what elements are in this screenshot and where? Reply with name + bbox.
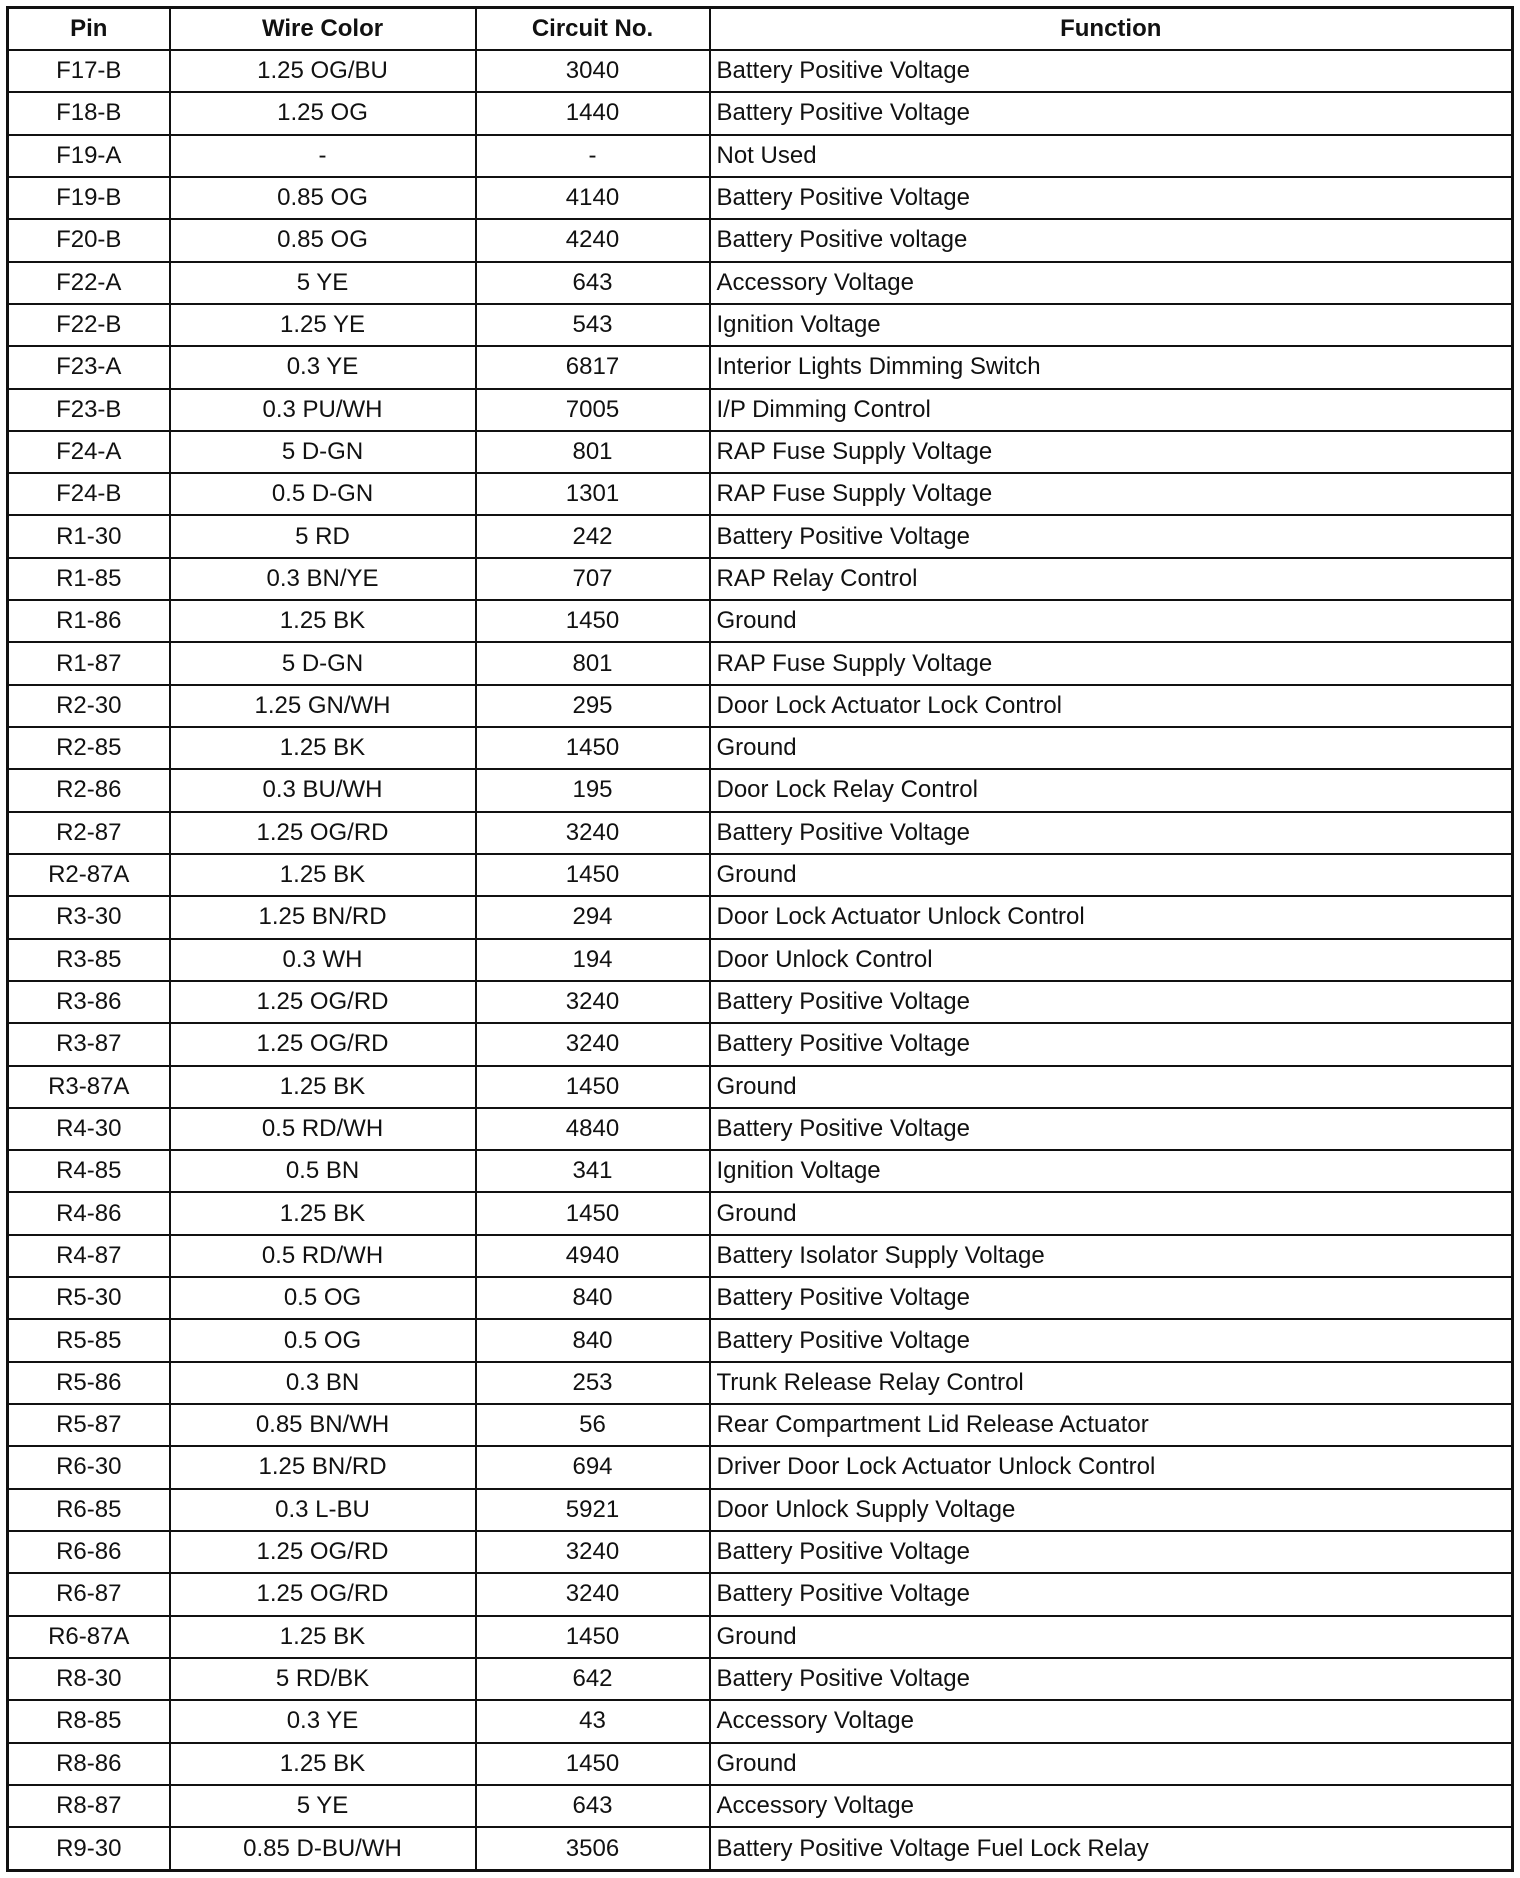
table-row <box>8 515 1513 557</box>
cell-wire-color: 0.85 BN/WH <box>170 1404 476 1446</box>
cell-function: Interior Lights Dimming Switch <box>710 346 1513 388</box>
cell-circuit: 801 <box>476 431 710 473</box>
cell-circuit: 1450 <box>476 727 710 769</box>
cell-pin: F23-B <box>8 389 170 431</box>
cell-wire-color: 1.25 GN/WH <box>170 685 476 727</box>
cell-wire-color: 0.3 BU/WH <box>170 769 476 811</box>
cell-function: Battery Positive Voltage <box>710 812 1513 854</box>
cell-function: Battery Positive Voltage <box>710 1108 1513 1150</box>
header-wire-color: Wire Color <box>170 8 476 51</box>
cell-circuit: - <box>476 135 710 177</box>
cell-circuit: 294 <box>476 896 710 938</box>
table-row <box>8 812 1513 854</box>
cell-function: Battery Positive Voltage <box>710 1658 1513 1700</box>
cell-function: Battery Positive Voltage <box>710 50 1513 92</box>
table-row <box>8 727 1513 769</box>
cell-function: Battery Positive Voltage <box>710 981 1513 1023</box>
cell-circuit: 56 <box>476 1404 710 1446</box>
cell-function: Door Lock Actuator Lock Control <box>710 685 1513 727</box>
cell-circuit: 707 <box>476 558 710 600</box>
cell-circuit: 840 <box>476 1319 710 1361</box>
table-row <box>8 1743 1513 1785</box>
cell-pin: R3-87 <box>8 1023 170 1065</box>
table-row <box>8 1573 1513 1615</box>
cell-function: Trunk Release Relay Control <box>710 1362 1513 1404</box>
cell-wire-color: 1.25 OG/RD <box>170 1531 476 1573</box>
cell-function: Ground <box>710 1616 1513 1658</box>
table-row <box>8 1616 1513 1658</box>
header-function: Function <box>710 8 1513 51</box>
table-row <box>8 685 1513 727</box>
cell-pin: R8-86 <box>8 1743 170 1785</box>
cell-function: Accessory Voltage <box>710 1785 1513 1827</box>
cell-pin: R1-30 <box>8 515 170 557</box>
cell-wire-color: 1.25 YE <box>170 304 476 346</box>
cell-circuit: 3240 <box>476 1531 710 1573</box>
cell-pin: R5-87 <box>8 1404 170 1446</box>
cell-pin: R9-30 <box>8 1827 170 1870</box>
table-row <box>8 1192 1513 1234</box>
header-circuit: Circuit No. <box>476 8 710 51</box>
cell-function: Ground <box>710 1192 1513 1234</box>
cell-circuit: 253 <box>476 1362 710 1404</box>
cell-wire-color: 5 YE <box>170 1785 476 1827</box>
cell-function: Accessory Voltage <box>710 1700 1513 1742</box>
cell-wire-color: 1.25 BK <box>170 854 476 896</box>
cell-wire-color: 5 D-GN <box>170 431 476 473</box>
cell-function: Accessory Voltage <box>710 262 1513 304</box>
table-row <box>8 1404 1513 1446</box>
cell-pin: R4-86 <box>8 1192 170 1234</box>
cell-wire-color: 0.3 WH <box>170 939 476 981</box>
cell-circuit: 1450 <box>476 1743 710 1785</box>
cell-wire-color: 1.25 BK <box>170 727 476 769</box>
table-row <box>8 642 1513 684</box>
table-row <box>8 1785 1513 1827</box>
table-row <box>8 219 1513 261</box>
table-row <box>8 304 1513 346</box>
cell-circuit: 1301 <box>476 473 710 515</box>
table-row <box>8 854 1513 896</box>
cell-function: RAP Relay Control <box>710 558 1513 600</box>
cell-pin: R6-87A <box>8 1616 170 1658</box>
table-row <box>8 1362 1513 1404</box>
cell-wire-color: 1.25 BK <box>170 1616 476 1658</box>
table-row <box>8 1319 1513 1361</box>
cell-wire-color: 0.3 BN <box>170 1362 476 1404</box>
cell-function: Battery Positive Voltage <box>710 1023 1513 1065</box>
table-row <box>8 981 1513 1023</box>
cell-pin: R2-86 <box>8 769 170 811</box>
cell-pin: F23-A <box>8 346 170 388</box>
cell-pin: R8-87 <box>8 1785 170 1827</box>
cell-wire-color: 5 RD <box>170 515 476 557</box>
cell-wire-color: 0.3 YE <box>170 1700 476 1742</box>
cell-pin: R5-86 <box>8 1362 170 1404</box>
cell-wire-color: 1.25 OG/RD <box>170 981 476 1023</box>
cell-wire-color: 0.3 L-BU <box>170 1489 476 1531</box>
table-row <box>8 1700 1513 1742</box>
cell-function: Battery Positive Voltage <box>710 1319 1513 1361</box>
table-row <box>8 346 1513 388</box>
cell-function: Door Unlock Supply Voltage <box>710 1489 1513 1531</box>
header-pin: Pin <box>8 8 170 51</box>
cell-function: Battery Positive voltage <box>710 219 1513 261</box>
cell-wire-color: 1.25 OG/BU <box>170 50 476 92</box>
cell-circuit: 341 <box>476 1150 710 1192</box>
cell-circuit: 5921 <box>476 1489 710 1531</box>
cell-pin: R8-30 <box>8 1658 170 1700</box>
pin-table <box>6 6 1514 1872</box>
cell-wire-color: 0.5 OG <box>170 1277 476 1319</box>
cell-circuit: 43 <box>476 1700 710 1742</box>
cell-function: Battery Positive Voltage <box>710 515 1513 557</box>
table-row <box>8 1235 1513 1277</box>
table-row <box>8 262 1513 304</box>
table-row <box>8 1150 1513 1192</box>
cell-circuit: 1450 <box>476 1192 710 1234</box>
cell-wire-color: 0.5 RD/WH <box>170 1235 476 1277</box>
table-row <box>8 558 1513 600</box>
cell-pin: R6-86 <box>8 1531 170 1573</box>
cell-wire-color: 0.5 D-GN <box>170 473 476 515</box>
cell-pin: R4-30 <box>8 1108 170 1150</box>
cell-wire-color: 1.25 BK <box>170 1192 476 1234</box>
cell-function: Ground <box>710 600 1513 642</box>
cell-wire-color: 5 D-GN <box>170 642 476 684</box>
cell-function: RAP Fuse Supply Voltage <box>710 473 1513 515</box>
cell-pin: F19-B <box>8 177 170 219</box>
table-row <box>8 1108 1513 1150</box>
cell-circuit: 6817 <box>476 346 710 388</box>
cell-function: Door Lock Actuator Unlock Control <box>710 896 1513 938</box>
cell-wire-color: 0.85 OG <box>170 177 476 219</box>
cell-function: Battery Positive Voltage <box>710 1573 1513 1615</box>
cell-pin: R1-87 <box>8 642 170 684</box>
cell-circuit: 3240 <box>476 1573 710 1615</box>
cell-circuit: 643 <box>476 1785 710 1827</box>
cell-wire-color: 0.5 OG <box>170 1319 476 1361</box>
table-row <box>8 431 1513 473</box>
cell-circuit: 3240 <box>476 812 710 854</box>
table-row <box>8 1827 1513 1870</box>
cell-function: Ignition Voltage <box>710 1150 1513 1192</box>
cell-function: Battery Positive Voltage Fuel Lock Relay <box>710 1827 1513 1870</box>
table-row <box>8 600 1513 642</box>
cell-pin: R4-87 <box>8 1235 170 1277</box>
cell-wire-color: 0.3 BN/YE <box>170 558 476 600</box>
cell-circuit: 242 <box>476 515 710 557</box>
cell-pin: R3-86 <box>8 981 170 1023</box>
cell-pin: R1-86 <box>8 600 170 642</box>
cell-function: Ground <box>710 727 1513 769</box>
cell-pin: R2-87 <box>8 812 170 854</box>
cell-circuit: 4940 <box>476 1235 710 1277</box>
header-row <box>8 8 1513 51</box>
cell-circuit: 694 <box>476 1446 710 1488</box>
cell-pin: F17-B <box>8 50 170 92</box>
table-row <box>8 473 1513 515</box>
cell-function: Ignition Voltage <box>710 304 1513 346</box>
cell-circuit: 1450 <box>476 1616 710 1658</box>
cell-circuit: 1450 <box>476 600 710 642</box>
cell-circuit: 4240 <box>476 219 710 261</box>
cell-circuit: 3240 <box>476 1023 710 1065</box>
table-row <box>8 92 1513 134</box>
table-row <box>8 1658 1513 1700</box>
cell-wire-color: 1.25 OG/RD <box>170 1573 476 1615</box>
cell-pin: R3-30 <box>8 896 170 938</box>
cell-wire-color: 0.5 RD/WH <box>170 1108 476 1150</box>
cell-circuit: 1450 <box>476 1066 710 1108</box>
table-row <box>8 769 1513 811</box>
cell-wire-color: 1.25 BN/RD <box>170 1446 476 1488</box>
cell-function: Battery Isolator Supply Voltage <box>710 1235 1513 1277</box>
cell-function: Rear Compartment Lid Release Actuator <box>710 1404 1513 1446</box>
cell-function: Battery Positive Voltage <box>710 177 1513 219</box>
cell-wire-color: 0.3 PU/WH <box>170 389 476 431</box>
table-row <box>8 50 1513 92</box>
cell-circuit: 7005 <box>476 389 710 431</box>
cell-wire-color: 1.25 OG <box>170 92 476 134</box>
cell-circuit: 3240 <box>476 981 710 1023</box>
cell-function: RAP Fuse Supply Voltage <box>710 642 1513 684</box>
cell-pin: R2-30 <box>8 685 170 727</box>
cell-function: Driver Door Lock Actuator Unlock Control <box>710 1446 1513 1488</box>
cell-wire-color: 0.5 BN <box>170 1150 476 1192</box>
cell-wire-color: 5 YE <box>170 262 476 304</box>
cell-circuit: 3506 <box>476 1827 710 1870</box>
cell-function: Battery Positive Voltage <box>710 92 1513 134</box>
cell-wire-color: 1.25 OG/RD <box>170 812 476 854</box>
table-row <box>8 135 1513 177</box>
cell-circuit: 295 <box>476 685 710 727</box>
cell-circuit: 1450 <box>476 854 710 896</box>
table-row <box>8 1489 1513 1531</box>
cell-pin: F18-B <box>8 92 170 134</box>
cell-circuit: 3040 <box>476 50 710 92</box>
cell-pin: R6-87 <box>8 1573 170 1615</box>
cell-circuit: 840 <box>476 1277 710 1319</box>
cell-function: Ground <box>710 1743 1513 1785</box>
cell-circuit: 195 <box>476 769 710 811</box>
table-row <box>8 1277 1513 1319</box>
cell-function: Ground <box>710 854 1513 896</box>
cell-function: Not Used <box>710 135 1513 177</box>
cell-circuit: 801 <box>476 642 710 684</box>
cell-pin: R3-87A <box>8 1066 170 1108</box>
cell-wire-color: 1.25 BN/RD <box>170 896 476 938</box>
table-row <box>8 389 1513 431</box>
cell-pin: F22-B <box>8 304 170 346</box>
cell-pin: R5-30 <box>8 1277 170 1319</box>
cell-function: Door Lock Relay Control <box>710 769 1513 811</box>
cell-pin: R6-30 <box>8 1446 170 1488</box>
cell-pin: R4-85 <box>8 1150 170 1192</box>
cell-pin: F24-A <box>8 431 170 473</box>
cell-circuit: 543 <box>476 304 710 346</box>
cell-wire-color: 0.3 YE <box>170 346 476 388</box>
cell-wire-color: 1.25 OG/RD <box>170 1023 476 1065</box>
table-row <box>8 1023 1513 1065</box>
cell-pin: F20-B <box>8 219 170 261</box>
cell-pin: R2-87A <box>8 854 170 896</box>
cell-circuit: 194 <box>476 939 710 981</box>
cell-wire-color: 5 RD/BK <box>170 1658 476 1700</box>
cell-function: I/P Dimming Control <box>710 389 1513 431</box>
cell-pin: F24-B <box>8 473 170 515</box>
cell-function: Ground <box>710 1066 1513 1108</box>
table-row <box>8 1446 1513 1488</box>
cell-wire-color: 0.85 OG <box>170 219 476 261</box>
table-row <box>8 1531 1513 1573</box>
table-row <box>8 1066 1513 1108</box>
cell-pin: R1-85 <box>8 558 170 600</box>
cell-wire-color: - <box>170 135 476 177</box>
cell-function: RAP Fuse Supply Voltage <box>710 431 1513 473</box>
cell-pin: R2-85 <box>8 727 170 769</box>
cell-circuit: 642 <box>476 1658 710 1700</box>
cell-pin: R3-85 <box>8 939 170 981</box>
cell-circuit: 643 <box>476 262 710 304</box>
cell-pin: R6-85 <box>8 1489 170 1531</box>
cell-circuit: 4840 <box>476 1108 710 1150</box>
cell-wire-color: 1.25 BK <box>170 600 476 642</box>
cell-pin: F19-A <box>8 135 170 177</box>
table-row <box>8 939 1513 981</box>
cell-pin: R8-85 <box>8 1700 170 1742</box>
cell-function: Battery Positive Voltage <box>710 1277 1513 1319</box>
cell-wire-color: 1.25 BK <box>170 1066 476 1108</box>
cell-pin: F22-A <box>8 262 170 304</box>
cell-wire-color: 0.85 D-BU/WH <box>170 1827 476 1870</box>
cell-function: Door Unlock Control <box>710 939 1513 981</box>
cell-function: Battery Positive Voltage <box>710 1531 1513 1573</box>
cell-circuit: 1440 <box>476 92 710 134</box>
cell-circuit: 4140 <box>476 177 710 219</box>
table-row <box>8 896 1513 938</box>
table-row <box>8 177 1513 219</box>
cell-pin: R5-85 <box>8 1319 170 1361</box>
cell-wire-color: 1.25 BK <box>170 1743 476 1785</box>
